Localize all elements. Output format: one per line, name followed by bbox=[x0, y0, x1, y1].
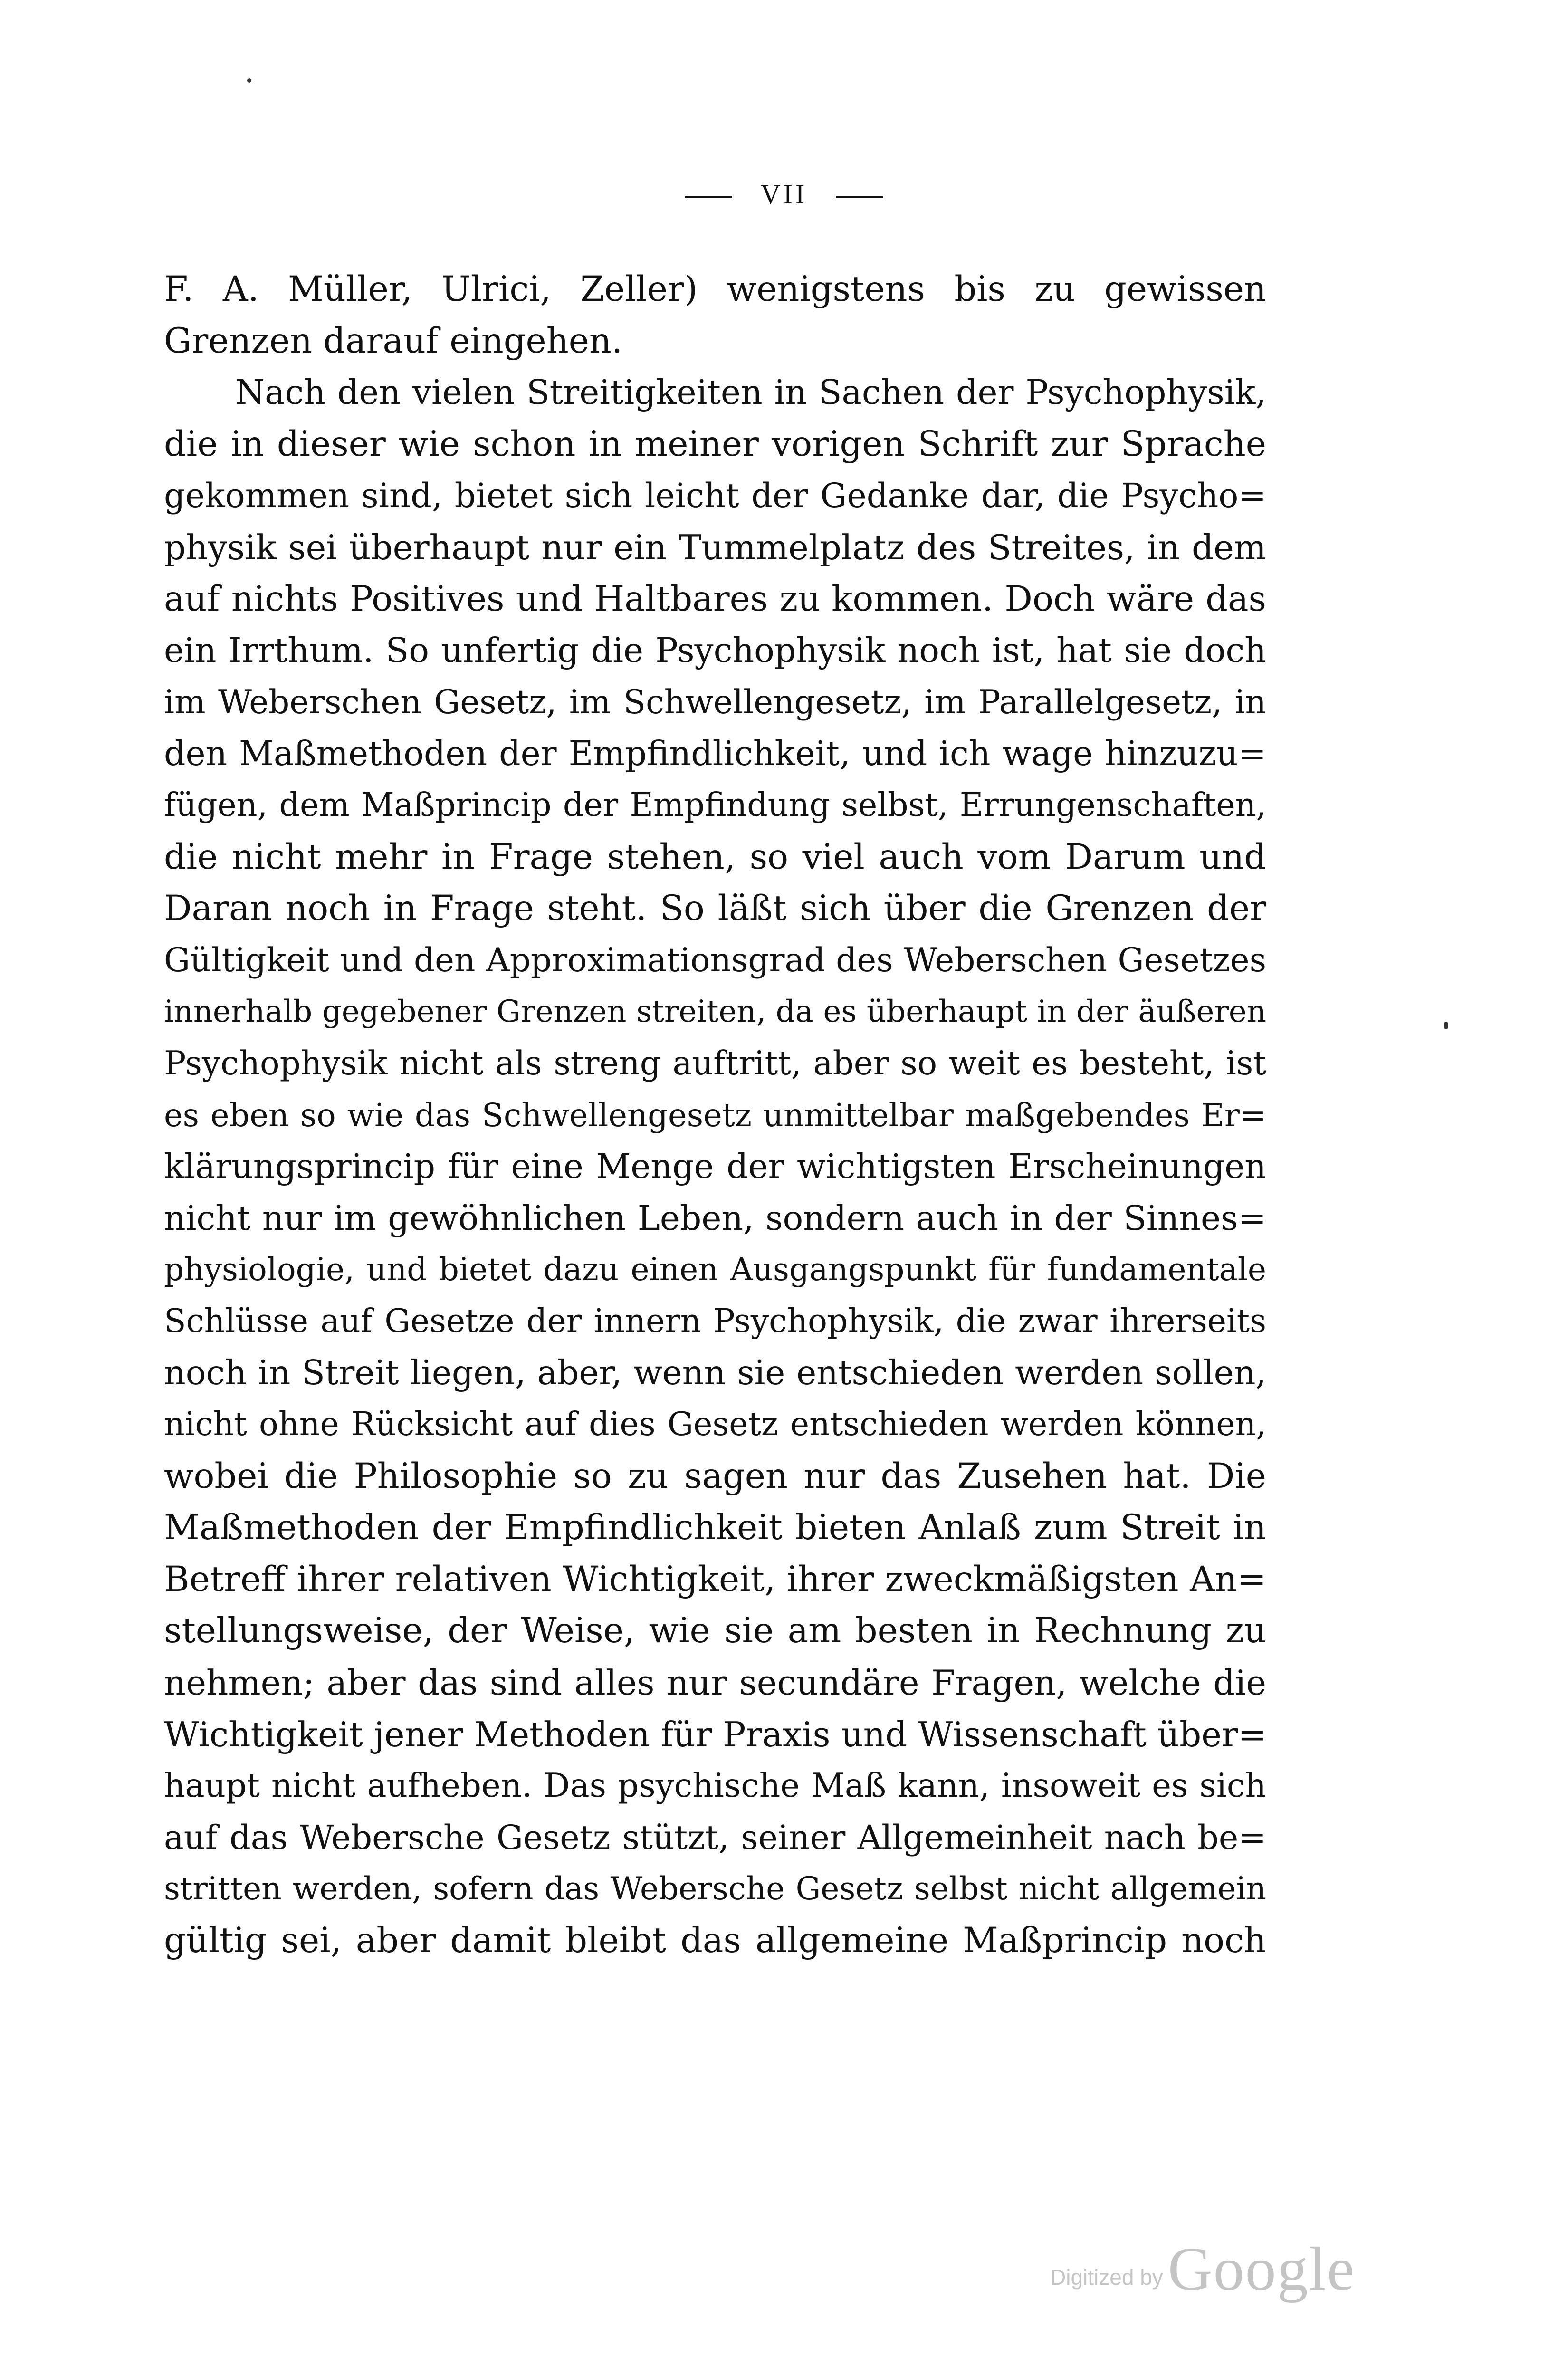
text-line: stritten werden, sofern das Webersche Gesetz selbst nicht allgemein bbox=[164, 1870, 1266, 1907]
text-line: stellungsweise, der Weise, wie sie am besten in Rechnung zu bbox=[164, 1610, 1266, 1651]
text-line: Gültigkeit und den Approximationsgrad des Weberschen Gesetzes bbox=[164, 941, 1266, 979]
text-line: die in dieser wie schon in meiner vorigen Schrift zur Sprache bbox=[164, 423, 1266, 464]
google-logo: Google bbox=[1167, 2235, 1356, 2303]
text-line: physiologie, und bietet dazu einen Ausgangspunkt für fundamentale bbox=[164, 1251, 1266, 1288]
paragraph-2 bbox=[164, 367, 1266, 1966]
scan-speck bbox=[247, 78, 251, 83]
text-line: fügen, dem Maßprincip der Empfindung selbst, Errungenschaften, bbox=[164, 786, 1266, 824]
text-line: ein Irrthum. So unfertig die Psychophysik noch ist, hat sie doch bbox=[164, 631, 1266, 671]
text-line: Schlüsse auf Gesetze der innern Psychophysik, die zwar ihrerseits bbox=[164, 1302, 1266, 1340]
body-text bbox=[164, 264, 1266, 1967]
header-dash-left bbox=[685, 196, 732, 198]
text-line: wobei die Philosophie so zu sagen nur das Zusehen hat. Die bbox=[164, 1456, 1266, 1496]
text-line: Maßmethoden der Empfindlichkeit bieten Anlaß zum Streit in bbox=[164, 1507, 1266, 1548]
text-line: gekommen sind, bietet sich leicht der Gedanke dar, die Psycho= bbox=[164, 476, 1266, 516]
text-line: den Maßmethoden der Empfindlichkeit, und ich wage hinzuzu= bbox=[164, 734, 1266, 774]
text-line: auf das Webersche Gesetz stützt, seiner Allgemeinheit nach be= bbox=[164, 1818, 1266, 1857]
text-line: Psychophysik nicht als streng auftritt, aber so weit es besteht, ist bbox=[164, 1044, 1266, 1083]
text-line: Grenzen darauf eingehen. bbox=[164, 320, 623, 361]
page-number: VII bbox=[760, 179, 808, 210]
text-line: im Weberschen Gesetz, im Schwellengesetz, im Parallelgesetz, in bbox=[164, 683, 1266, 721]
header-dash-right bbox=[836, 196, 883, 198]
text-line: nehmen; aber das sind alles nur secundäre Fragen, welche die bbox=[164, 1663, 1266, 1703]
text-line: nicht ohne Rücksicht auf dies Gesetz entschieden werden können, bbox=[164, 1406, 1266, 1444]
digitized-by-google-watermark bbox=[1050, 2233, 1355, 2305]
text-line: Betreff ihrer relativen Wichtigkeit, ihrer zweckmäßigsten An= bbox=[164, 1559, 1266, 1600]
text-line: auf nichts Positives und Haltbares zu kommen. Doch wäre das bbox=[164, 578, 1266, 619]
text-line: Daran noch in Frage steht. So läßt sich über die Grenzen der bbox=[164, 888, 1266, 929]
text-line: nicht nur im gewöhnlichen Leben, sondern auch in der Sinnes= bbox=[164, 1198, 1266, 1238]
text-line: klärungsprincip für eine Menge der wichtigsten Erscheinungen bbox=[164, 1147, 1266, 1187]
text-line: Wichtigkeit jener Methoden für Praxis und Wissenschaft über= bbox=[164, 1714, 1267, 1754]
scan-speck bbox=[1444, 1022, 1448, 1029]
text-line: haupt nicht aufheben. Das psychische Maß kann, insoweit es sich bbox=[164, 1767, 1266, 1805]
page-header bbox=[0, 178, 1568, 210]
text-line: Nach den vielen Streitigkeiten in Sachen der Psychophysik, bbox=[235, 373, 1266, 412]
paragraph-1 bbox=[164, 264, 1266, 367]
text-line: gültig sei, aber damit bleibt das allgemeine Maßprincip noch bbox=[164, 1920, 1266, 1961]
text-line: F. A. Müller, Ulrici, Zeller) wenigstens bis zu gewissen bbox=[164, 269, 1266, 309]
text-line: innerhalb gegebener Grenzen streiten, da es überhaupt in der äußeren bbox=[164, 994, 1266, 1030]
text-line: die nicht mehr in Frage stehen, so viel auch vom Darum und bbox=[164, 836, 1266, 877]
text-line: noch in Streit liegen, aber, wenn sie entschieden werden sollen, bbox=[164, 1353, 1266, 1393]
text-line: physik sei überhaupt nur ein Tummelplatz des Streites, in dem bbox=[164, 527, 1266, 567]
text-line: es eben so wie das Schwellengesetz unmittelbar maßgebendes Er= bbox=[164, 1096, 1266, 1134]
watermark-prefix: Digitized by bbox=[1050, 2265, 1163, 2290]
